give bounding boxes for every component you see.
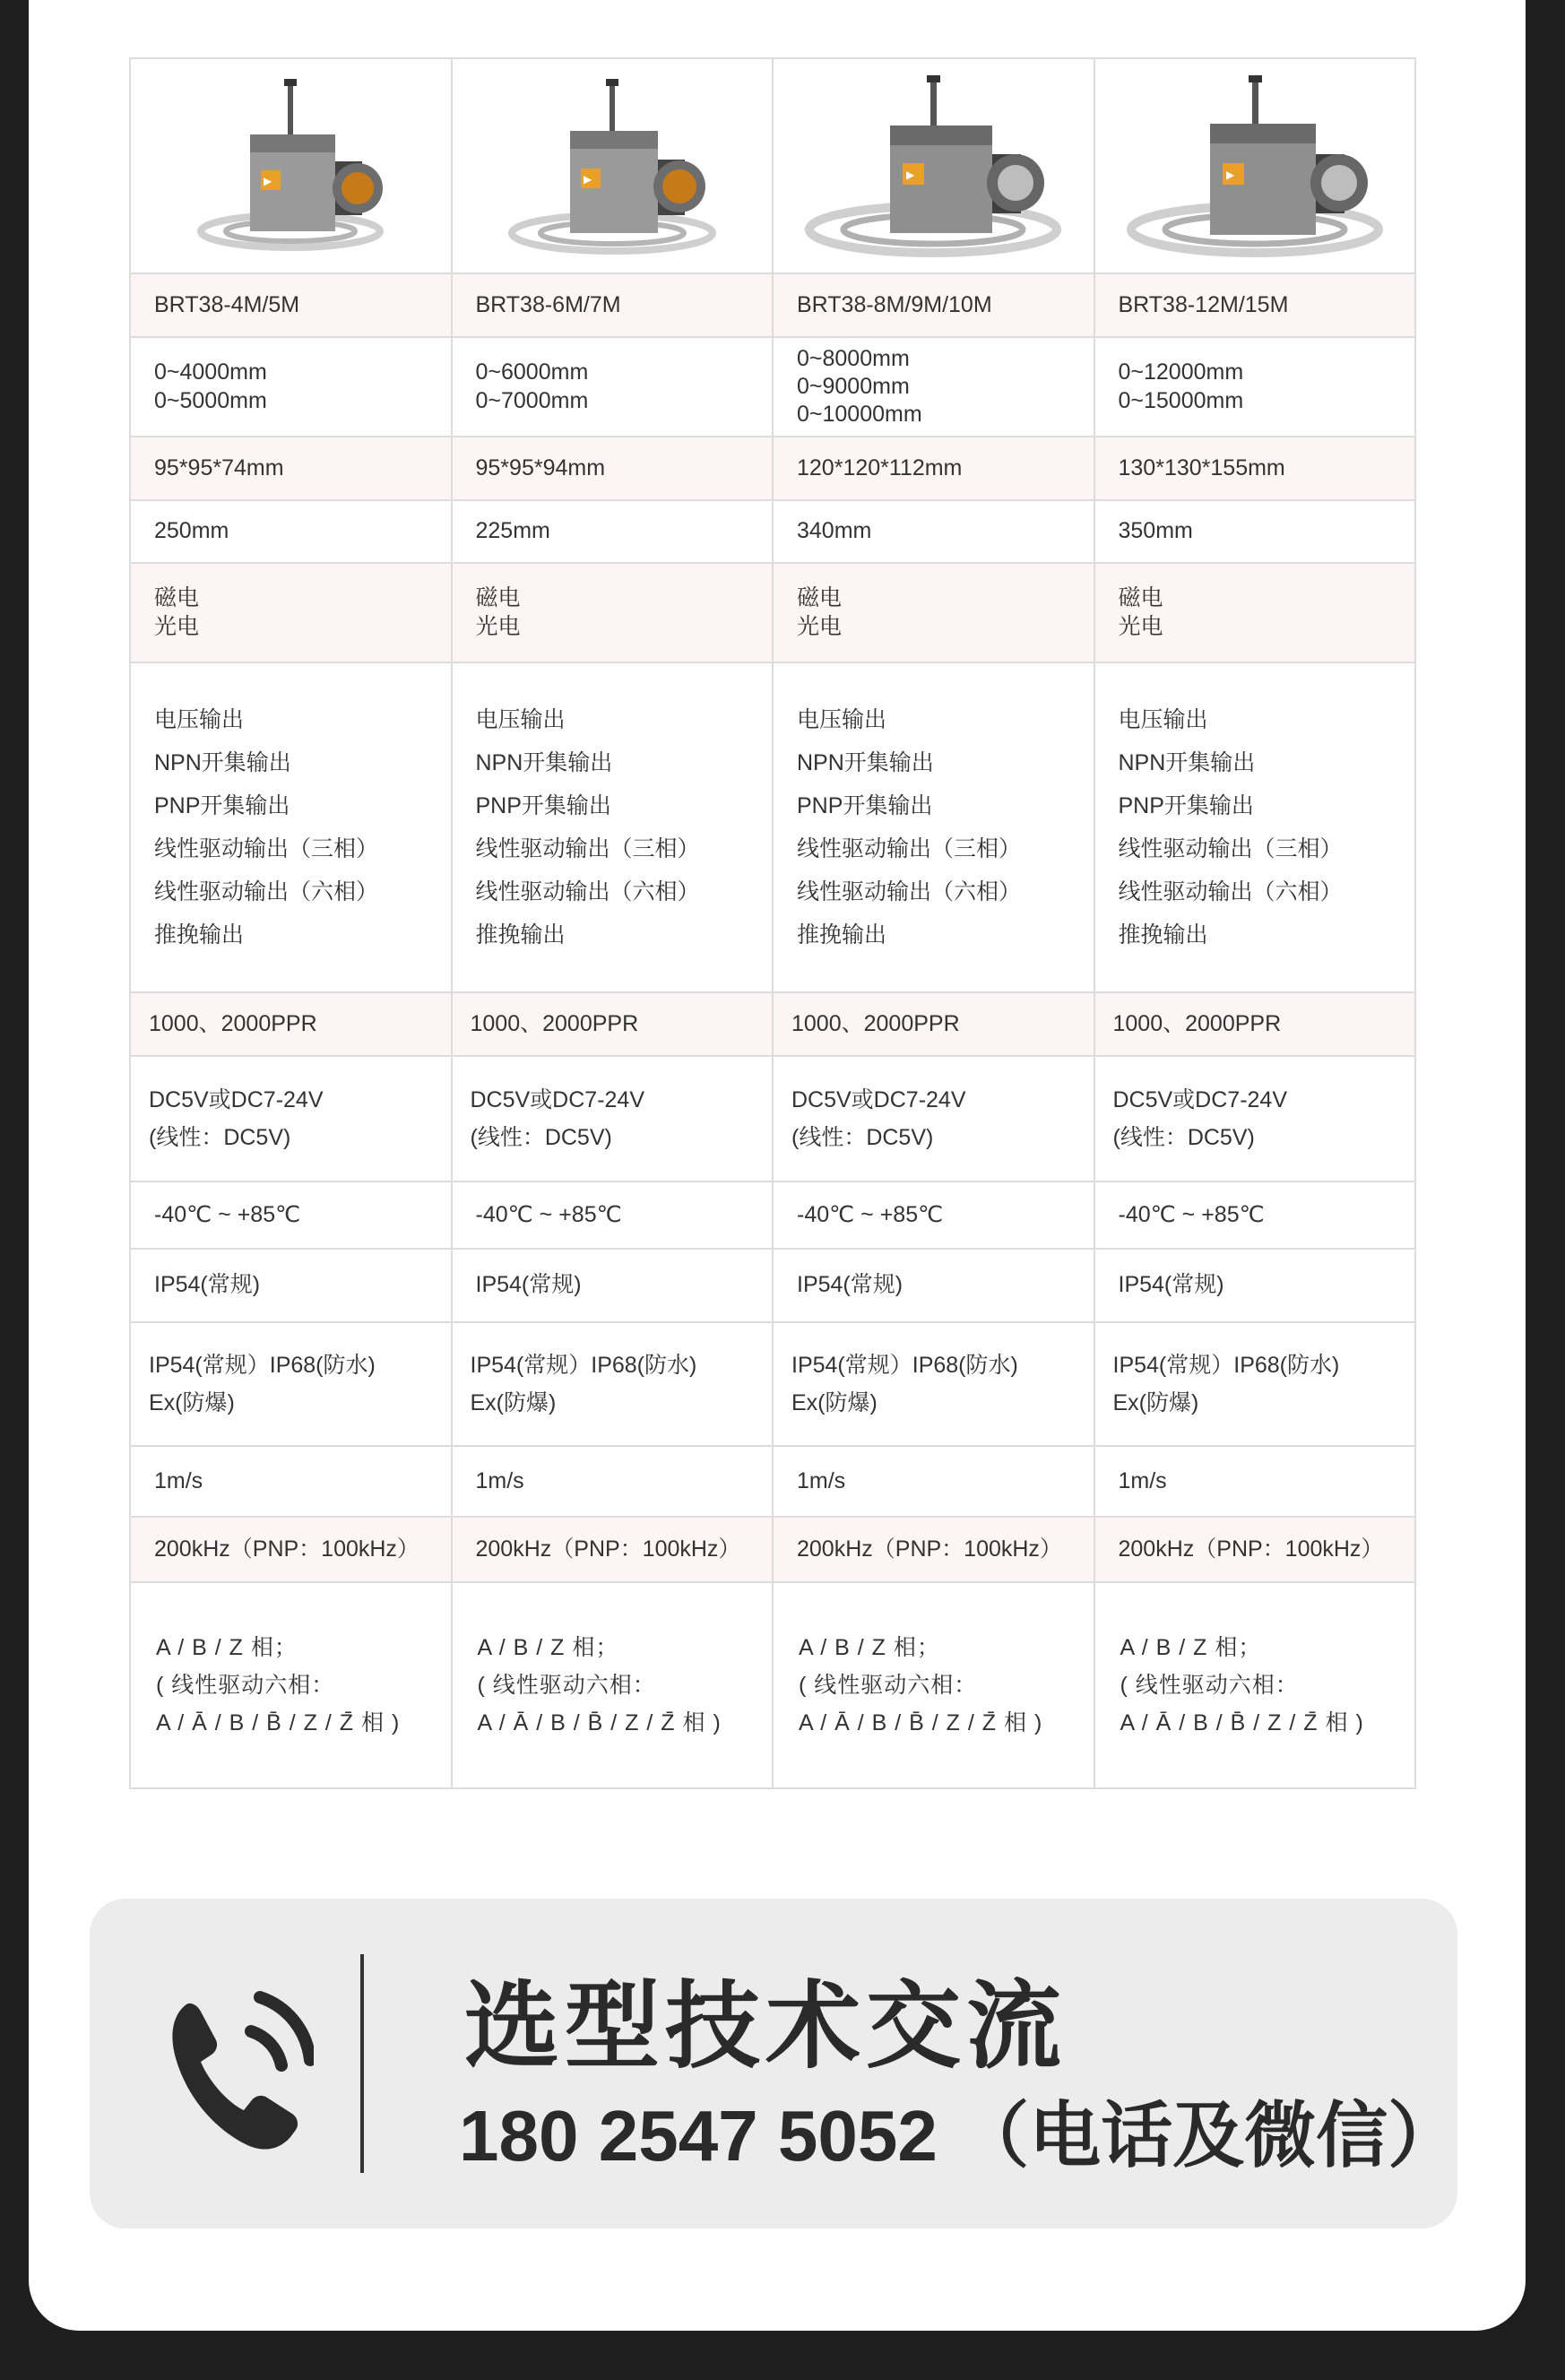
row-range bbox=[130, 337, 1415, 437]
contact-banner bbox=[90, 1899, 1460, 2229]
row-temperature bbox=[130, 1181, 1415, 1249]
temperature-cell: -40℃ ~ +85℃ bbox=[773, 1181, 1094, 1249]
row-model bbox=[130, 273, 1415, 337]
row-supply bbox=[130, 1056, 1415, 1181]
temperature-cell: -40℃ ~ +85℃ bbox=[452, 1181, 774, 1249]
frequency-cell: 200kHz（PNP：100kHz） bbox=[773, 1517, 1094, 1582]
product-image bbox=[1120, 72, 1389, 260]
row-length bbox=[130, 500, 1415, 563]
speed-cell: 1m/s bbox=[452, 1446, 774, 1517]
frequency-cell: 200kHz（PNP：100kHz） bbox=[130, 1517, 452, 1582]
svg-text:▶: ▶ bbox=[264, 175, 272, 187]
length-cell: 250mm bbox=[130, 500, 452, 563]
model-cell: BRT38-12M/15M bbox=[1094, 273, 1416, 337]
range-cell: 0~4000mm 0~5000mm bbox=[130, 337, 452, 437]
svg-text:▶: ▶ bbox=[1225, 169, 1234, 181]
size-cell: 120*120*112mm bbox=[773, 437, 1094, 500]
product-image-cell bbox=[1094, 58, 1416, 273]
resolution-cell: 1000、2000PPR bbox=[130, 992, 452, 1056]
supply-cell: DC5V或DC7-24V (线性：DC5V) bbox=[773, 1056, 1094, 1181]
size-cell: 95*95*94mm bbox=[452, 437, 774, 500]
outputs-cell: 电压输出 NPN开集输出 PNP开集输出 线性驱动输出（三相） 线性驱动输出（六相） 推挽输出 bbox=[452, 662, 774, 992]
protection-cell: IP54(常规) bbox=[1094, 1249, 1416, 1322]
row-resolution bbox=[130, 992, 1415, 1056]
length-cell: 340mm bbox=[773, 500, 1094, 563]
contact-phone[interactable]: 180 2547 5052 （电话及微信） bbox=[459, 2096, 1460, 2176]
length-cell: 225mm bbox=[452, 500, 774, 563]
row-outputs bbox=[130, 662, 1415, 992]
protection-cell: IP54(常规) bbox=[773, 1249, 1094, 1322]
protection-options-cell: IP54(常规）IP68(防水) Ex(防爆) bbox=[773, 1322, 1094, 1446]
encoder-type-cell: 磁电 光电 bbox=[130, 563, 452, 662]
row-encoder-type bbox=[130, 563, 1415, 662]
length-cell: 350mm bbox=[1094, 500, 1416, 563]
supply-cell: DC5V或DC7-24V (线性：DC5V) bbox=[130, 1056, 452, 1181]
resolution-cell: 1000、2000PPR bbox=[773, 992, 1094, 1056]
product-image bbox=[799, 72, 1068, 260]
protection-options-cell: IP54(常规）IP68(防水) Ex(防爆) bbox=[1094, 1322, 1416, 1446]
model-cell: BRT38-4M/5M bbox=[130, 273, 452, 337]
supply-cell: DC5V或DC7-24V (线性：DC5V) bbox=[452, 1056, 774, 1181]
product-image bbox=[500, 72, 724, 260]
product-image-cell bbox=[773, 58, 1094, 273]
speed-cell: 1m/s bbox=[773, 1446, 1094, 1517]
svg-text:▶: ▶ bbox=[583, 173, 592, 186]
supply-cell: DC5V或DC7-24V (线性：DC5V) bbox=[1094, 1056, 1416, 1181]
size-cell: 95*95*74mm bbox=[130, 437, 452, 500]
temperature-cell: -40℃ ~ +85℃ bbox=[1094, 1181, 1416, 1249]
protection-cell: IP54(常规) bbox=[452, 1249, 774, 1322]
protection-options-cell: IP54(常规）IP68(防水) Ex(防爆) bbox=[130, 1322, 452, 1446]
row-image bbox=[130, 58, 1415, 273]
encoder-type-cell: 磁电 光电 bbox=[452, 563, 774, 662]
row-protection bbox=[130, 1249, 1415, 1322]
outputs-cell: 电压输出 NPN开集输出 PNP开集输出 线性驱动输出（三相） 线性驱动输出（六相） 推挽输出 bbox=[130, 662, 452, 992]
range-cell: 0~6000mm 0~7000mm bbox=[452, 337, 774, 437]
signals-cell: A / B / Z 相； ( 线性驱动六相： A / Ā / B / B̄ / Z / Z̄ 相 ) bbox=[130, 1582, 452, 1788]
divider bbox=[360, 1954, 364, 2173]
phone-icon bbox=[161, 1978, 314, 2157]
signals-cell: A / B / Z 相； ( 线性驱动六相： A / Ā / B / B̄ / Z / Z̄ 相 ) bbox=[1094, 1582, 1416, 1788]
model-cell: BRT38-8M/9M/10M bbox=[773, 273, 1094, 337]
outputs-cell: 电压输出 NPN开集输出 PNP开集输出 线性驱动输出（三相） 线性驱动输出（六相） 推挽输出 bbox=[1094, 662, 1416, 992]
product-image-cell bbox=[130, 58, 452, 273]
signals-cell: A / B / Z 相； ( 线性驱动六相： A / Ā / B / B̄ / Z / Z̄ 相 ) bbox=[452, 1582, 774, 1788]
size-cell: 130*130*155mm bbox=[1094, 437, 1416, 500]
svg-text:▶: ▶ bbox=[906, 169, 915, 181]
frequency-cell: 200kHz（PNP：100kHz） bbox=[1094, 1517, 1416, 1582]
product-image-cell bbox=[452, 58, 774, 273]
row-speed bbox=[130, 1446, 1415, 1517]
encoder-type-cell: 磁电 光电 bbox=[773, 563, 1094, 662]
speed-cell: 1m/s bbox=[1094, 1446, 1416, 1517]
frequency-cell: 200kHz（PNP：100kHz） bbox=[452, 1517, 774, 1582]
product-image bbox=[187, 72, 393, 260]
outputs-cell: 电压输出 NPN开集输出 PNP开集输出 线性驱动输出（三相） 线性驱动输出（六相） 推挽输出 bbox=[773, 662, 1094, 992]
model-cell: BRT38-6M/7M bbox=[452, 273, 774, 337]
row-frequency bbox=[130, 1517, 1415, 1582]
signals-cell: A / B / Z 相； ( 线性驱动六相： A / Ā / B / B̄ / Z / Z̄ 相 ) bbox=[773, 1582, 1094, 1788]
range-cell: 0~12000mm 0~15000mm bbox=[1094, 337, 1416, 437]
contact-title: 选型技术交流 bbox=[464, 1974, 1067, 2080]
temperature-cell: -40℃ ~ +85℃ bbox=[130, 1181, 452, 1249]
resolution-cell: 1000、2000PPR bbox=[452, 992, 774, 1056]
speed-cell: 1m/s bbox=[130, 1446, 452, 1517]
resolution-cell: 1000、2000PPR bbox=[1094, 992, 1416, 1056]
row-protection-options bbox=[130, 1322, 1415, 1446]
row-signals bbox=[130, 1582, 1415, 1788]
protection-options-cell: IP54(常规）IP68(防水) Ex(防爆) bbox=[452, 1322, 774, 1446]
spec-table bbox=[129, 57, 1416, 1789]
range-cell: 0~8000mm 0~9000mm 0~10000mm bbox=[773, 337, 1094, 437]
encoder-type-cell: 磁电 光电 bbox=[1094, 563, 1416, 662]
row-size bbox=[130, 437, 1415, 500]
protection-cell: IP54(常规) bbox=[130, 1249, 452, 1322]
